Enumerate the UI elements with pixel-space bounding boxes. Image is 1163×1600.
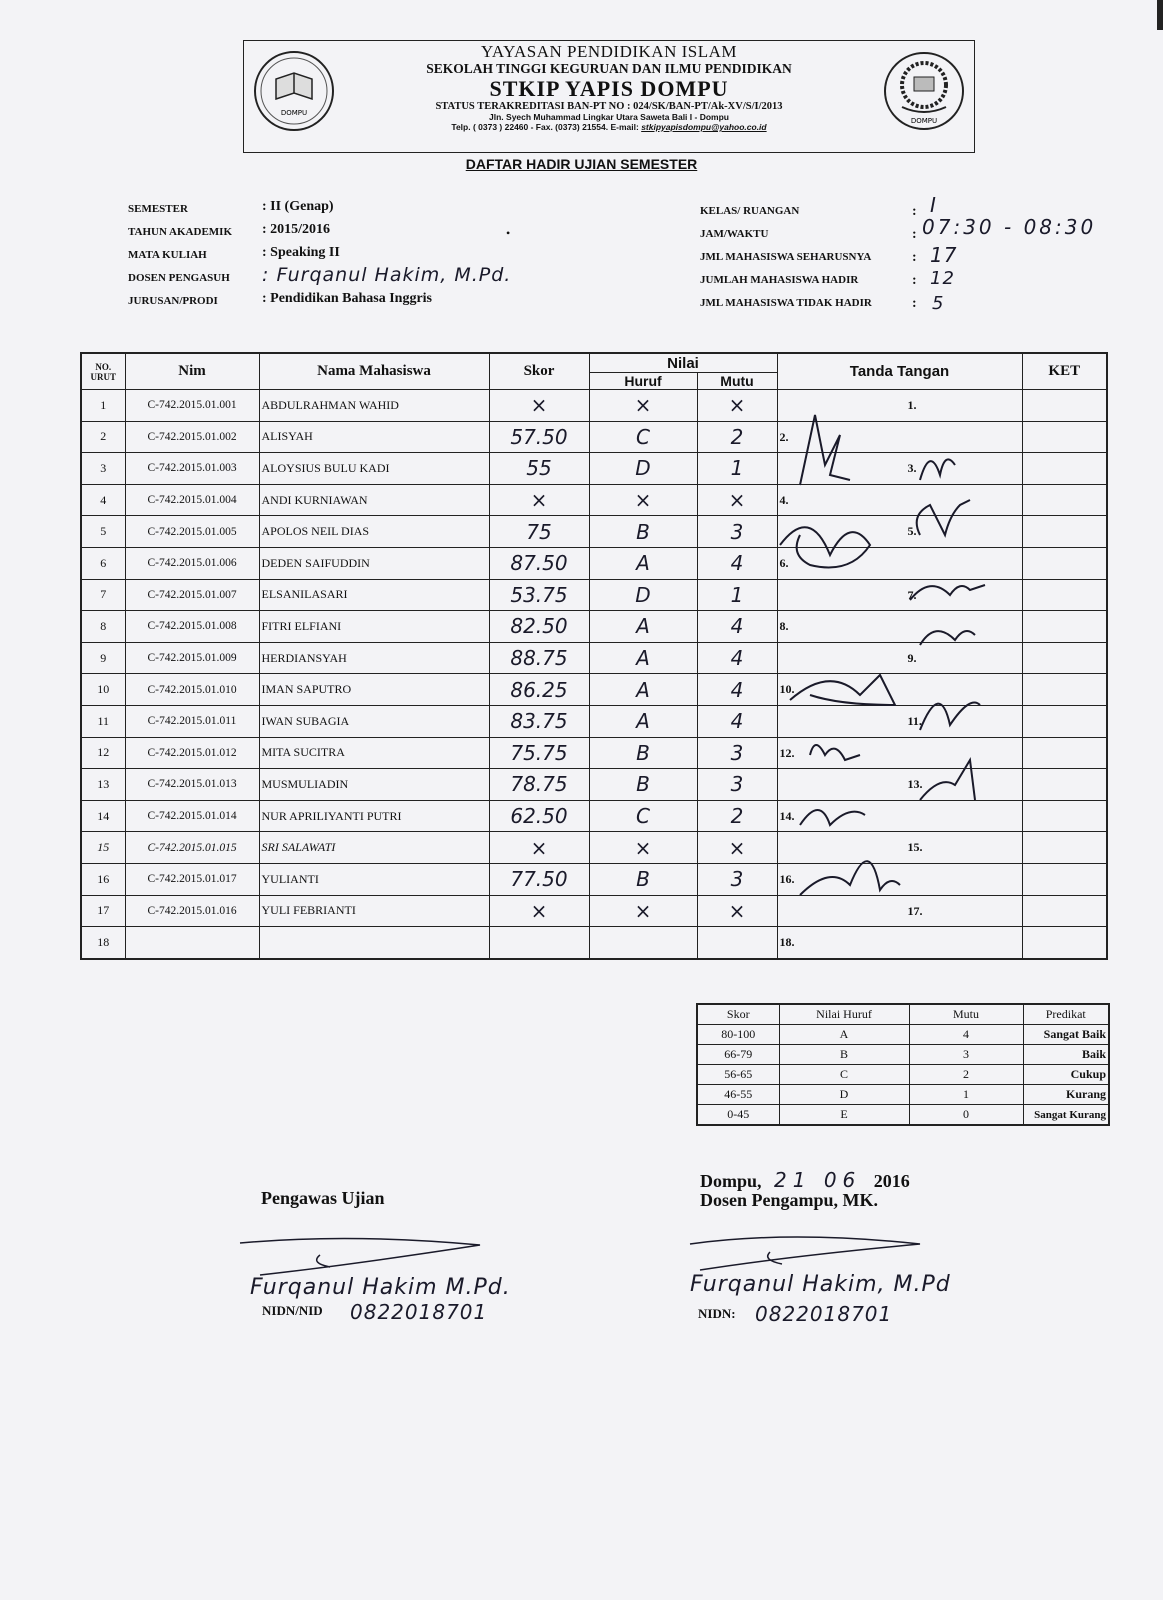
row-huruf: B bbox=[589, 769, 697, 801]
table-row bbox=[697, 1004, 1109, 1025]
info-absent-label: JML MAHASISWA TIDAK HADIR bbox=[700, 297, 872, 309]
row-mutu: 4 bbox=[697, 705, 777, 737]
row-mutu: × bbox=[697, 484, 777, 516]
row-mutu: 4 bbox=[697, 547, 777, 579]
row-huruf bbox=[589, 927, 697, 959]
scale-cell: 46-55 bbox=[697, 1085, 779, 1105]
row-signature: 7. bbox=[777, 579, 1022, 611]
date-handwritten: 21 06 bbox=[774, 1168, 862, 1192]
dosen-label: Dosen Pengampu, MK. bbox=[700, 1190, 879, 1210]
row-ket bbox=[1022, 832, 1107, 864]
scale-cell: E bbox=[779, 1105, 909, 1126]
letterhead bbox=[243, 40, 975, 153]
row-signature: 12. bbox=[777, 737, 1022, 769]
info-present-value: 12 bbox=[930, 268, 955, 289]
row-nim: C-742.2015.01.010 bbox=[125, 674, 259, 706]
row-nama: ABDULRAHMAN WAHID bbox=[259, 390, 489, 422]
scale-cell: 0 bbox=[909, 1105, 1023, 1126]
header-nilai: Nilai bbox=[589, 353, 777, 373]
row-nim: C-742.2015.01.013 bbox=[125, 769, 259, 801]
row-no: 12 bbox=[81, 737, 125, 769]
row-mutu: 3 bbox=[697, 737, 777, 769]
row-huruf: C bbox=[589, 421, 697, 453]
row-nama bbox=[259, 927, 489, 959]
row-nama: FITRI ELFIANI bbox=[259, 611, 489, 643]
accreditation-status: STATUS TERAKREDITASI BAN-PT NO : 024/SK/BAN-PT/Ak-XV/S/I/2013 bbox=[435, 101, 783, 112]
row-ket bbox=[1022, 737, 1107, 769]
row-nama: ANDI KURNIAWAN bbox=[259, 484, 489, 516]
row-skor: 55 bbox=[489, 453, 589, 485]
row-nama: SRI SALAWATI bbox=[259, 832, 489, 864]
signature-scribble bbox=[920, 631, 975, 645]
row-no: 6 bbox=[81, 547, 125, 579]
info-year-label: TAHUN AKADEMIK bbox=[128, 226, 232, 238]
info-lecturer-value: : Furqanul Hakim, M.Pd. bbox=[262, 264, 512, 286]
row-nama: ALOYSIUS BULU KADI bbox=[259, 453, 489, 485]
header-no: NO. URUT bbox=[81, 353, 125, 390]
scale-header-skor: Skor bbox=[697, 1004, 779, 1025]
signature-scribble bbox=[780, 527, 870, 567]
header-tanda-tangan: Tanda Tangan bbox=[777, 353, 1022, 390]
row-mutu: × bbox=[697, 832, 777, 864]
scale-cell: Cukup bbox=[1023, 1065, 1109, 1085]
row-ket bbox=[1022, 453, 1107, 485]
row-mutu: 4 bbox=[697, 611, 777, 643]
row-no: 9 bbox=[81, 642, 125, 674]
row-huruf: A bbox=[589, 611, 697, 643]
row-huruf: D bbox=[589, 453, 697, 485]
row-ket bbox=[1022, 895, 1107, 927]
scale-cell: 3 bbox=[909, 1045, 1023, 1065]
scale-cell: 1 bbox=[909, 1085, 1023, 1105]
header-skor: Skor bbox=[489, 353, 589, 390]
row-ket bbox=[1022, 927, 1107, 959]
row-mutu: 4 bbox=[697, 674, 777, 706]
row-nim: C-742.2015.01.003 bbox=[125, 453, 259, 485]
row-mutu: 4 bbox=[697, 642, 777, 674]
row-mutu: × bbox=[697, 895, 777, 927]
row-nim: C-742.2015.01.011 bbox=[125, 705, 259, 737]
row-no: 13 bbox=[81, 769, 125, 801]
row-huruf: × bbox=[589, 895, 697, 927]
scale-cell: Kurang bbox=[1023, 1085, 1109, 1105]
row-nama: IWAN SUBAGIA bbox=[259, 705, 489, 737]
row-nama: ALISYAH bbox=[259, 421, 489, 453]
row-signature: 10. bbox=[777, 674, 1022, 706]
row-signature: 13. bbox=[777, 769, 1022, 801]
svg-text:DOMPU: DOMPU bbox=[910, 117, 938, 125]
row-nama: MITA SUCITRA bbox=[259, 737, 489, 769]
row-mutu: 1 bbox=[697, 579, 777, 611]
row-skor: 57.50 bbox=[489, 421, 589, 453]
row-ket bbox=[1022, 611, 1107, 643]
row-skor: 75 bbox=[489, 516, 589, 548]
scale-cell: B bbox=[779, 1045, 909, 1065]
row-huruf: D bbox=[589, 579, 697, 611]
colon: : bbox=[912, 227, 917, 242]
info-program-label: JURUSAN/PRODI bbox=[128, 295, 218, 307]
colon: : bbox=[912, 296, 917, 311]
info-absent-value: 5 bbox=[932, 293, 945, 314]
row-nim: C-742.2015.01.015 bbox=[125, 832, 259, 864]
row-mutu: 3 bbox=[697, 769, 777, 801]
pengawas-label: Pengawas Ujian bbox=[261, 1188, 385, 1208]
info-program-value: : Pendidikan Bahasa Inggris bbox=[262, 291, 432, 306]
signature-scribble bbox=[800, 415, 850, 485]
row-no: 16 bbox=[81, 863, 125, 895]
row-signature: 5. bbox=[777, 516, 1022, 548]
info-course-value: : Speaking II bbox=[262, 245, 340, 260]
row-skor: 87.50 bbox=[489, 547, 589, 579]
row-huruf: B bbox=[589, 863, 697, 895]
left-nidn-label: NIDN/NID bbox=[262, 1303, 323, 1318]
row-nama: MUSMULIADIN bbox=[259, 769, 489, 801]
row-no: 7 bbox=[81, 579, 125, 611]
row-nama: DEDEN SAIFUDDIN bbox=[259, 547, 489, 579]
row-huruf: C bbox=[589, 800, 697, 832]
grading-scale-table bbox=[696, 1003, 1110, 1126]
row-huruf: A bbox=[589, 642, 697, 674]
row-huruf: A bbox=[589, 547, 697, 579]
row-nim: C-742.2015.01.016 bbox=[125, 895, 259, 927]
header-ket: KET bbox=[1022, 353, 1107, 390]
scale-cell: 66-79 bbox=[697, 1045, 779, 1065]
row-nim: C-742.2015.01.014 bbox=[125, 800, 259, 832]
row-skor: × bbox=[489, 484, 589, 516]
info-semester-label: SEMESTER bbox=[128, 203, 188, 215]
row-skor: 86.25 bbox=[489, 674, 589, 706]
signature-scribble bbox=[810, 745, 860, 760]
signature-scribble bbox=[920, 703, 980, 731]
colon: : bbox=[912, 204, 917, 219]
info-time-value: 07:30 - 08:30 bbox=[922, 215, 1097, 239]
table-row bbox=[697, 1065, 1109, 1085]
row-nim: C-742.2015.01.002 bbox=[125, 421, 259, 453]
row-no: 3 bbox=[81, 453, 125, 485]
row-nim bbox=[125, 927, 259, 959]
stray-dot: • bbox=[506, 226, 511, 240]
info-class-label: KELAS/ RUANGAN bbox=[700, 205, 800, 217]
row-ket bbox=[1022, 674, 1107, 706]
header-nim: Nim bbox=[125, 353, 259, 390]
row-no: 1 bbox=[81, 390, 125, 422]
row-huruf: × bbox=[589, 390, 697, 422]
row-huruf: B bbox=[589, 516, 697, 548]
row-no: 2 bbox=[81, 421, 125, 453]
row-no: 15 bbox=[81, 832, 125, 864]
row-nim: C-742.2015.01.017 bbox=[125, 863, 259, 895]
svg-text:DOMPU: DOMPU bbox=[280, 109, 308, 117]
scale-header-predikat: Predikat bbox=[1023, 1004, 1109, 1025]
scale-cell: 2 bbox=[909, 1065, 1023, 1085]
row-huruf: × bbox=[589, 832, 697, 864]
row-nim: C-742.2015.01.007 bbox=[125, 579, 259, 611]
student-signatures bbox=[770, 405, 1030, 925]
row-signature: 14. bbox=[777, 800, 1022, 832]
row-skor: 77.50 bbox=[489, 863, 589, 895]
row-signature: 3. bbox=[777, 453, 1022, 485]
row-skor: × bbox=[489, 390, 589, 422]
row-ket bbox=[1022, 484, 1107, 516]
right-signer-name: Furqanul Hakim, M.Pd bbox=[690, 1272, 951, 1297]
row-skor: 83.75 bbox=[489, 705, 589, 737]
scale-cell: Sangat Kurang bbox=[1023, 1105, 1109, 1126]
row-signature: 4. bbox=[777, 484, 1022, 516]
row-nim: C-742.2015.01.012 bbox=[125, 737, 259, 769]
scale-header-mutu: Mutu bbox=[909, 1004, 1023, 1025]
row-no: 10 bbox=[81, 674, 125, 706]
row-no: 4 bbox=[81, 484, 125, 516]
institution-logo-right bbox=[882, 49, 966, 133]
school-short-name: STKIP YAPIS DOMPU bbox=[489, 76, 729, 101]
signature-scribble bbox=[790, 675, 895, 705]
contact-line: Telp. ( 0373 ) 22460 - Fax. (0373) 21554. E-mail: stkipyapisdompu@yahoo.co.id bbox=[451, 122, 767, 132]
row-signature: 11. bbox=[777, 705, 1022, 737]
scale-cell: A bbox=[779, 1025, 909, 1045]
right-nidn-value: 0822018701 bbox=[755, 1302, 893, 1326]
row-nim: C-742.2015.01.004 bbox=[125, 484, 259, 516]
info-course-label: MATA KULIAH bbox=[128, 249, 207, 261]
row-nim: C-742.2015.01.008 bbox=[125, 611, 259, 643]
colon: : bbox=[912, 273, 917, 288]
row-no: 14 bbox=[81, 800, 125, 832]
row-ket bbox=[1022, 516, 1107, 548]
info-semester-value: : II (Genap) bbox=[262, 199, 334, 214]
scan-edge-mark bbox=[1157, 0, 1163, 30]
row-ket bbox=[1022, 642, 1107, 674]
row-mutu: 3 bbox=[697, 863, 777, 895]
row-no: 17 bbox=[81, 895, 125, 927]
row-huruf: × bbox=[589, 484, 697, 516]
row-huruf: A bbox=[589, 705, 697, 737]
signature-scribble bbox=[800, 810, 865, 825]
info-year-value: : 2015/2016 bbox=[262, 222, 331, 237]
row-nim: C-742.2015.01.005 bbox=[125, 516, 259, 548]
header-huruf: Huruf bbox=[589, 373, 697, 390]
row-nim: C-742.2015.01.009 bbox=[125, 642, 259, 674]
row-no: 11 bbox=[81, 705, 125, 737]
scale-cell: D bbox=[779, 1085, 909, 1105]
row-nama: ELSANILASARI bbox=[259, 579, 489, 611]
table-row bbox=[697, 1105, 1109, 1126]
signature-scribble bbox=[920, 459, 955, 480]
row-signature: 6. bbox=[777, 547, 1022, 579]
row-skor: 62.50 bbox=[489, 800, 589, 832]
signature-scribble bbox=[800, 861, 900, 895]
row-nama: APOLOS NEIL DIAS bbox=[259, 516, 489, 548]
row-nim: C-742.2015.01.006 bbox=[125, 547, 259, 579]
row-ket bbox=[1022, 705, 1107, 737]
row-skor: × bbox=[489, 832, 589, 864]
scale-header-huruf: Nilai Huruf bbox=[779, 1004, 909, 1025]
info-lecturer-label: DOSEN PENGASUH bbox=[128, 272, 230, 284]
institution-logo-left bbox=[252, 49, 336, 133]
scale-cell: 0-45 bbox=[697, 1105, 779, 1126]
row-signature: 17. bbox=[777, 895, 1022, 927]
table-row bbox=[697, 1025, 1109, 1045]
table-row bbox=[697, 1045, 1109, 1065]
scale-cell: 56-65 bbox=[697, 1065, 779, 1085]
row-signature: 16. bbox=[777, 863, 1022, 895]
scale-cell: Baik bbox=[1023, 1045, 1109, 1065]
row-skor: 82.50 bbox=[489, 611, 589, 643]
row-ket bbox=[1022, 390, 1107, 422]
row-nama: NUR APRILIYANTI PUTRI bbox=[259, 800, 489, 832]
header-nama: Nama Mahasiswa bbox=[259, 353, 489, 390]
row-nama: YULIANTI bbox=[259, 863, 489, 895]
row-ket bbox=[1022, 863, 1107, 895]
row-nama: YULI FEBRIANTI bbox=[259, 895, 489, 927]
row-signature: 1. bbox=[777, 390, 1022, 422]
date-line: Dompu, 21 06 2016 bbox=[700, 1168, 910, 1192]
row-mutu: 3 bbox=[697, 516, 777, 548]
info-time-label: JAM/WAKTU bbox=[700, 228, 769, 240]
row-mutu: × bbox=[697, 390, 777, 422]
left-signer-name: Furqanul Hakim M.Pd. bbox=[250, 1275, 511, 1300]
row-signature: 15. bbox=[777, 832, 1022, 864]
row-nama: IMAN SAPUTRO bbox=[259, 674, 489, 706]
info-class-value: I bbox=[930, 193, 937, 217]
row-ket bbox=[1022, 769, 1107, 801]
row-huruf: A bbox=[589, 674, 697, 706]
scale-cell: Sangat Baik bbox=[1023, 1025, 1109, 1045]
row-signature: 9. bbox=[777, 642, 1022, 674]
school-full-name: SEKOLAH TINGGI KEGURUAN DAN ILMU PENDIDIKAN bbox=[426, 61, 792, 76]
row-ket bbox=[1022, 579, 1107, 611]
row-huruf: B bbox=[589, 737, 697, 769]
table-row bbox=[81, 927, 1107, 959]
foundation-name: YAYASAN PENDIDIKAN ISLAM bbox=[480, 42, 737, 61]
row-skor: 78.75 bbox=[489, 769, 589, 801]
row-signature: 2. bbox=[777, 421, 1022, 453]
row-ket bbox=[1022, 421, 1107, 453]
row-no: 8 bbox=[81, 611, 125, 643]
row-ket bbox=[1022, 800, 1107, 832]
row-signature: 8. bbox=[777, 611, 1022, 643]
signature-scribble bbox=[920, 760, 975, 800]
row-nim: C-742.2015.01.001 bbox=[125, 390, 259, 422]
row-skor: × bbox=[489, 895, 589, 927]
row-skor: 75.75 bbox=[489, 737, 589, 769]
info-expected-label: JML MAHASISWA SEHARUSNYA bbox=[700, 251, 872, 263]
header-mutu: Mutu bbox=[697, 373, 777, 390]
email-link: stkipyapisdompu@yahoo.co.id bbox=[641, 122, 767, 132]
signature-scribble bbox=[910, 585, 985, 600]
scale-cell: 80-100 bbox=[697, 1025, 779, 1045]
left-nidn-value: 0822018701 bbox=[350, 1300, 488, 1324]
row-no: 5 bbox=[81, 516, 125, 548]
row-mutu bbox=[697, 927, 777, 959]
row-mutu: 2 bbox=[697, 421, 777, 453]
row-no: 18 bbox=[81, 927, 125, 959]
document-title: DAFTAR HADIR UJIAN SEMESTER bbox=[465, 156, 698, 172]
row-ket bbox=[1022, 547, 1107, 579]
colon: : bbox=[912, 250, 917, 265]
row-skor: 88.75 bbox=[489, 642, 589, 674]
table-row bbox=[697, 1085, 1109, 1105]
row-nama: HERDIANSYAH bbox=[259, 642, 489, 674]
info-expected-value: 17 bbox=[930, 243, 958, 267]
address: Jln. Syech Muhammad Lingkar Utara Saweta Bali I - Dompu bbox=[489, 112, 729, 122]
signature-scribble bbox=[917, 500, 970, 535]
row-mutu: 2 bbox=[697, 800, 777, 832]
row-skor: 53.75 bbox=[489, 579, 589, 611]
scale-cell: 4 bbox=[909, 1025, 1023, 1045]
right-nidn-label: NIDN: bbox=[698, 1306, 736, 1321]
row-mutu: 1 bbox=[697, 453, 777, 485]
row-signature: 18. bbox=[777, 927, 1022, 959]
scale-cell: C bbox=[779, 1065, 909, 1085]
info-present-label: JUMLAH MAHASISWA HADIR bbox=[700, 274, 859, 286]
row-skor bbox=[489, 927, 589, 959]
